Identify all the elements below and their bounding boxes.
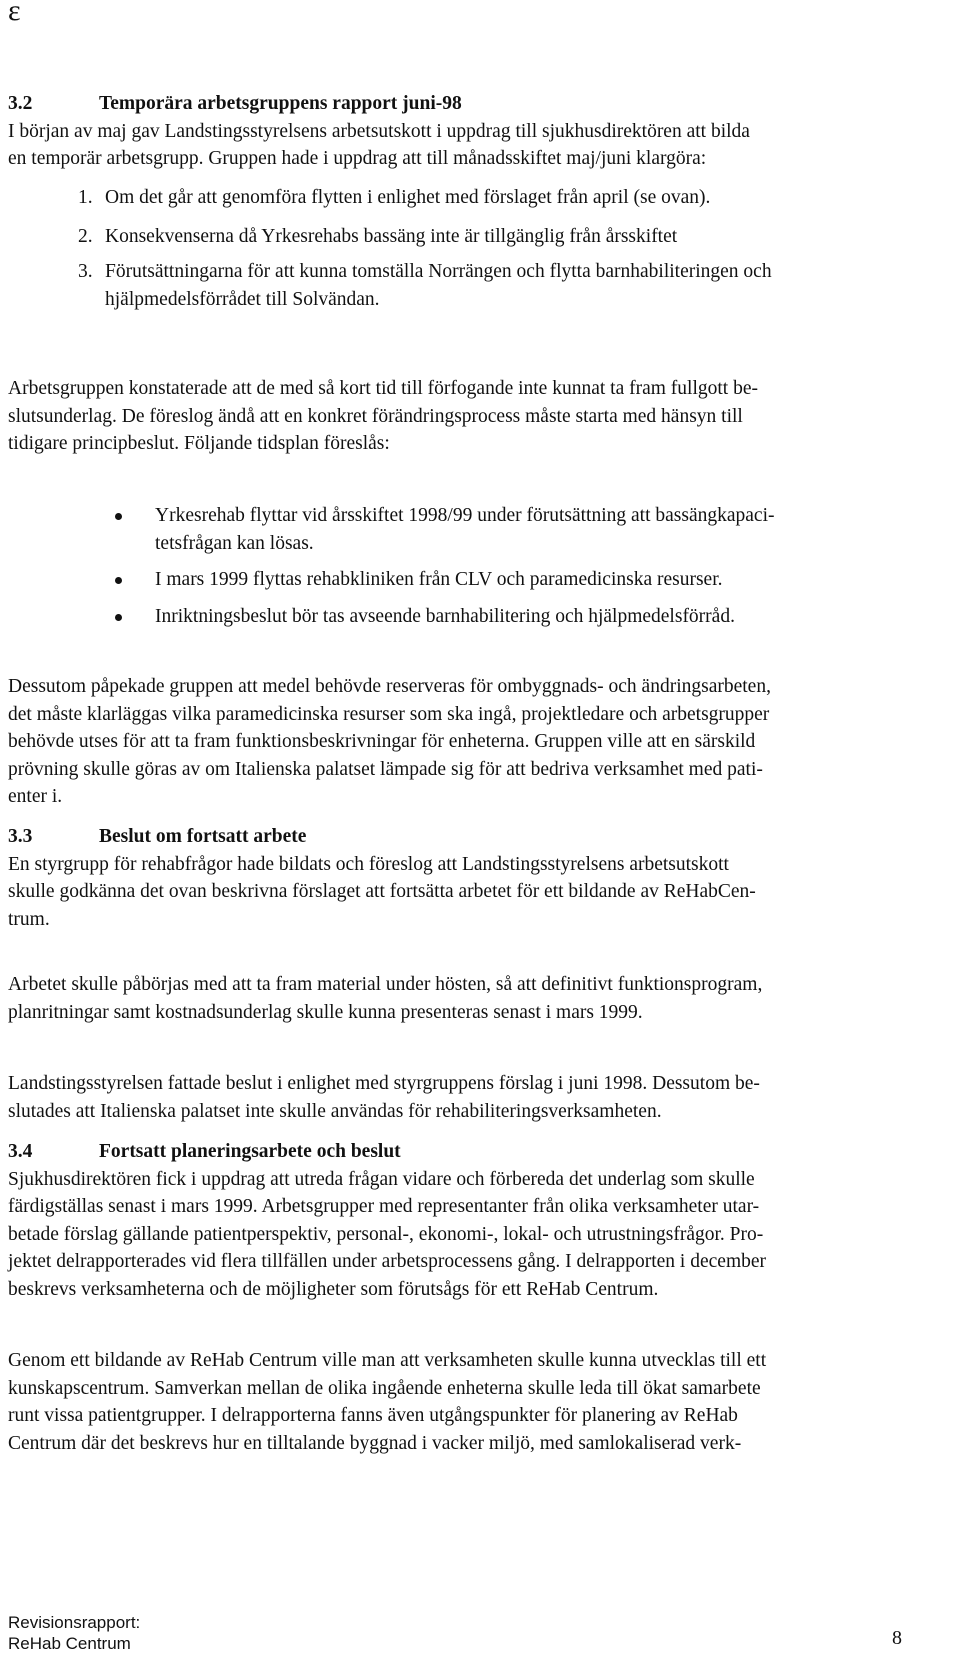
corner-mark: ε [8,0,21,27]
paragraph: En styrgrupp för rehabfrågor hade bildats och föreslog att Landstingsstyrelsens arbetsutskott skulle godkänna det ovan beskrivna förslaget att fortsätta arbetet för ett bildande av ReHabCen- trum. [8,853,756,930]
paragraph-block [8,1347,933,1457]
paragraph-block [8,375,933,458]
section-number: 3.2 [8,93,33,114]
paragraph: I början av maj gav Landstingsstyrelsens arbetsutskott i uppdrag till sjukhusdirektören att bilda en temporär arbetsgrupp. Gruppen hade i uppdrag att till månadsskiftet maj/juni klargöra: [8,120,750,169]
section-3-2 [8,90,933,173]
section-number: 3.4 [8,1141,33,1162]
bullet-icon [115,513,122,520]
section-3-3 [8,823,933,933]
list-item: I mars 1999 flyttas rehabkliniken från CLV och paramedicinska resurser. [115,566,935,594]
bullet-list [115,502,935,639]
section-heading [8,823,933,851]
list-item: 2. Konsekvenserna då Yrkesrehabs bassäng inte är tillgänglig från årsskiftet [78,225,678,247]
paragraph-block [8,971,933,1026]
paragraph: Dessutom påpekade gruppen att medel behövde reserveras för ombyggnads- och ändringsarbeten, det måste klarläggas vilka paramedicinska resurser som ska ingå, projektledare och arbetsgrupper behövde utses för att ta fram funktionsbeskrivningar för enheterna. Gruppen ville att en särskild prövning skulle göras av om Italienska palatset lämpade sig för att bedriva verksamhet med pati- enter i. [8,676,771,807]
bullet-icon [115,614,122,621]
section-title: Temporära arbetsgruppens rapport juni-98 [99,93,462,114]
paragraph: Arbetet skulle påbörjas med att ta fram material under hösten, så att definitivt funktionsprogram, planritningar samt kostnadsunderlag skulle kunna presenteras senast i mars 1999. [8,974,763,1023]
paragraph: Genom ett bildande av ReHab Centrum ville man att verksamheten skulle kunna utvecklas till ett kunskapscentrum. Samverkan mellan de olika ingående enheterna skulle leda till ökat samarbete runt vissa patientgrupper. I delrapporterna fanns även utgångspunkter för planering av ReHab Centrum där det beskrevs hur en tilltalande byggnad i vacker miljö, med samlokaliserad verk- [8,1350,767,1454]
section-title: Fortsatt planeringsarbete och beslut [99,1141,401,1162]
list-item: 3. Förutsättningarna för att kunna tomställa Norrängen och flytta barnhabiliteringen och hjälpmedelsförrådet till Solvändan. [78,261,772,310]
paragraph-block [8,1070,933,1125]
section-heading [8,1138,933,1166]
numbered-list [78,184,928,324]
section-title: Beslut om fortsatt arbete [99,826,307,847]
section-heading [8,90,933,118]
paragraph: Landstingsstyrelsen fattade beslut i enlighet med styrgruppens förslag i juni 1998. Dessutom be- slutades att Italienska palatset inte skulle användas för rehabiliteringsverksamheten. [8,1073,760,1122]
footer-report-title: Revisionsrapport: ReHab Centrum [8,1613,141,1653]
page-number: 8 [892,1627,902,1649]
paragraph: Sjukhusdirektören fick i uppdrag att utreda frågan vidare och förbereda det underlag som skulle färdigställas senast i mars 1999. Arbetsgrupper med representanter från olika verksamheter utar- betade förslag gällande patientperspektiv, personal-, ekonomi-, lokal- och utrustningsfrågor. Pro- jektet delrapporterades vid flera tillfällen under arbetsprocessens gång. I delrapporten i december beskrevs verksamheterna och de möjligheter som förutsågs för ett ReHab Centrum. [8,1168,767,1300]
section-3-4 [8,1138,933,1303]
section-number: 3.3 [8,826,33,847]
list-item: Inriktningsbeslut bör tas avseende barnhabilitering och hjälpmedelsförråd. [115,603,935,631]
bullet-icon [115,577,122,584]
paragraph-block [8,673,933,811]
list-item: 1. Om det går att genomföra flytten i enlighet med förslaget från april (se ovan). [78,187,711,208]
list-item: Yrkesrehab flyttar vid årsskiftet 1998/99 under förutsättning att bassängkapaci- tetsfrågan kan lösas. [115,502,935,557]
paragraph: Arbetsgruppen konstaterade att de med så kort tid till förfogande inte kunnat ta fram fullgott be- slutsunderlag. De föreslog ändå att en konkret förändringsprocess måste starta med hänsyn till tidigare principbeslut. Följande tidsplan föreslås: [8,378,758,454]
